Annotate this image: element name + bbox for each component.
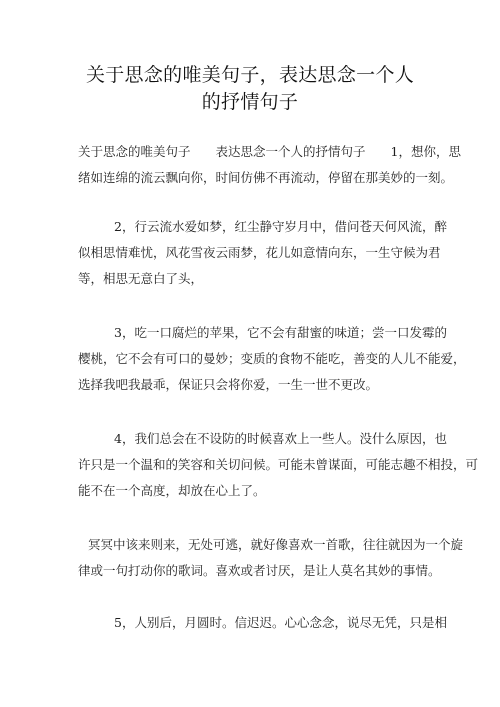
- paragraph-line: 5，人别后，月圆时。信迟迟。心心念念，说尽无凭，只是相: [114, 615, 447, 630]
- paragraph-2: [78, 214, 447, 292]
- paragraph-line: 3，吃一口腐烂的苹果，它不会有甜蜜的味道；尝一口发霉的: [114, 325, 447, 340]
- paragraph-line: 4，我们总会在不设防的时候喜欢上一些人。没什么原因，也: [114, 431, 447, 446]
- paragraph-1: [78, 139, 461, 191]
- paragraph-3: [78, 320, 466, 398]
- paragraph-line: 似相思情难忧，风花雪夜云雨梦，花儿如意情向东，一生守候为君: [78, 245, 441, 260]
- paragraph-4: [78, 426, 479, 504]
- paragraph-line: 关于思念的唯美句子 表达思念一个人的抒情句子 1，想你，思: [78, 144, 461, 159]
- paragraph-line: 能不在一个高度，却放在心上了。: [78, 483, 266, 498]
- paragraph-line: 2，行云流水爱如梦，红尘静守岁月中，借问苍天何风流，醉: [114, 219, 447, 234]
- paragraph-line: 樱桃，它不会有可口的曼妙；变质的食物不能吃，善变的人儿不能爱，: [78, 351, 466, 366]
- paragraph-line: 绪如连绵的流云飘向你，时间仿佛不再流动，停留在那美妙的一刻。: [78, 170, 454, 185]
- title-line-1: 关于思念的唯美句子，表达思念一个人: [85, 64, 415, 86]
- title-line-2: 的抒情句子: [201, 91, 299, 113]
- paragraph-5: [78, 532, 464, 584]
- paragraph-line: 许只是一个温和的笑容和关切问候。可能未曾谋面，可能志趣不相投，可: [78, 457, 479, 472]
- paragraph-line: 律或一句打动你的歌词。喜欢或者讨厌，是让人莫名其妙的事情。: [78, 563, 441, 578]
- paragraph-line: 冥冥中该来则来，无处可逃，就好像喜欢一首歌，往往就因为一个旋: [88, 537, 464, 552]
- paragraph-line: 选择我吧我最乖，保证只会将你爱，一生一世不更改。: [78, 377, 379, 392]
- document-title: [40, 62, 460, 116]
- paragraph-line: 等，相思无意白了头，: [78, 271, 204, 286]
- paragraph-6: [78, 610, 447, 636]
